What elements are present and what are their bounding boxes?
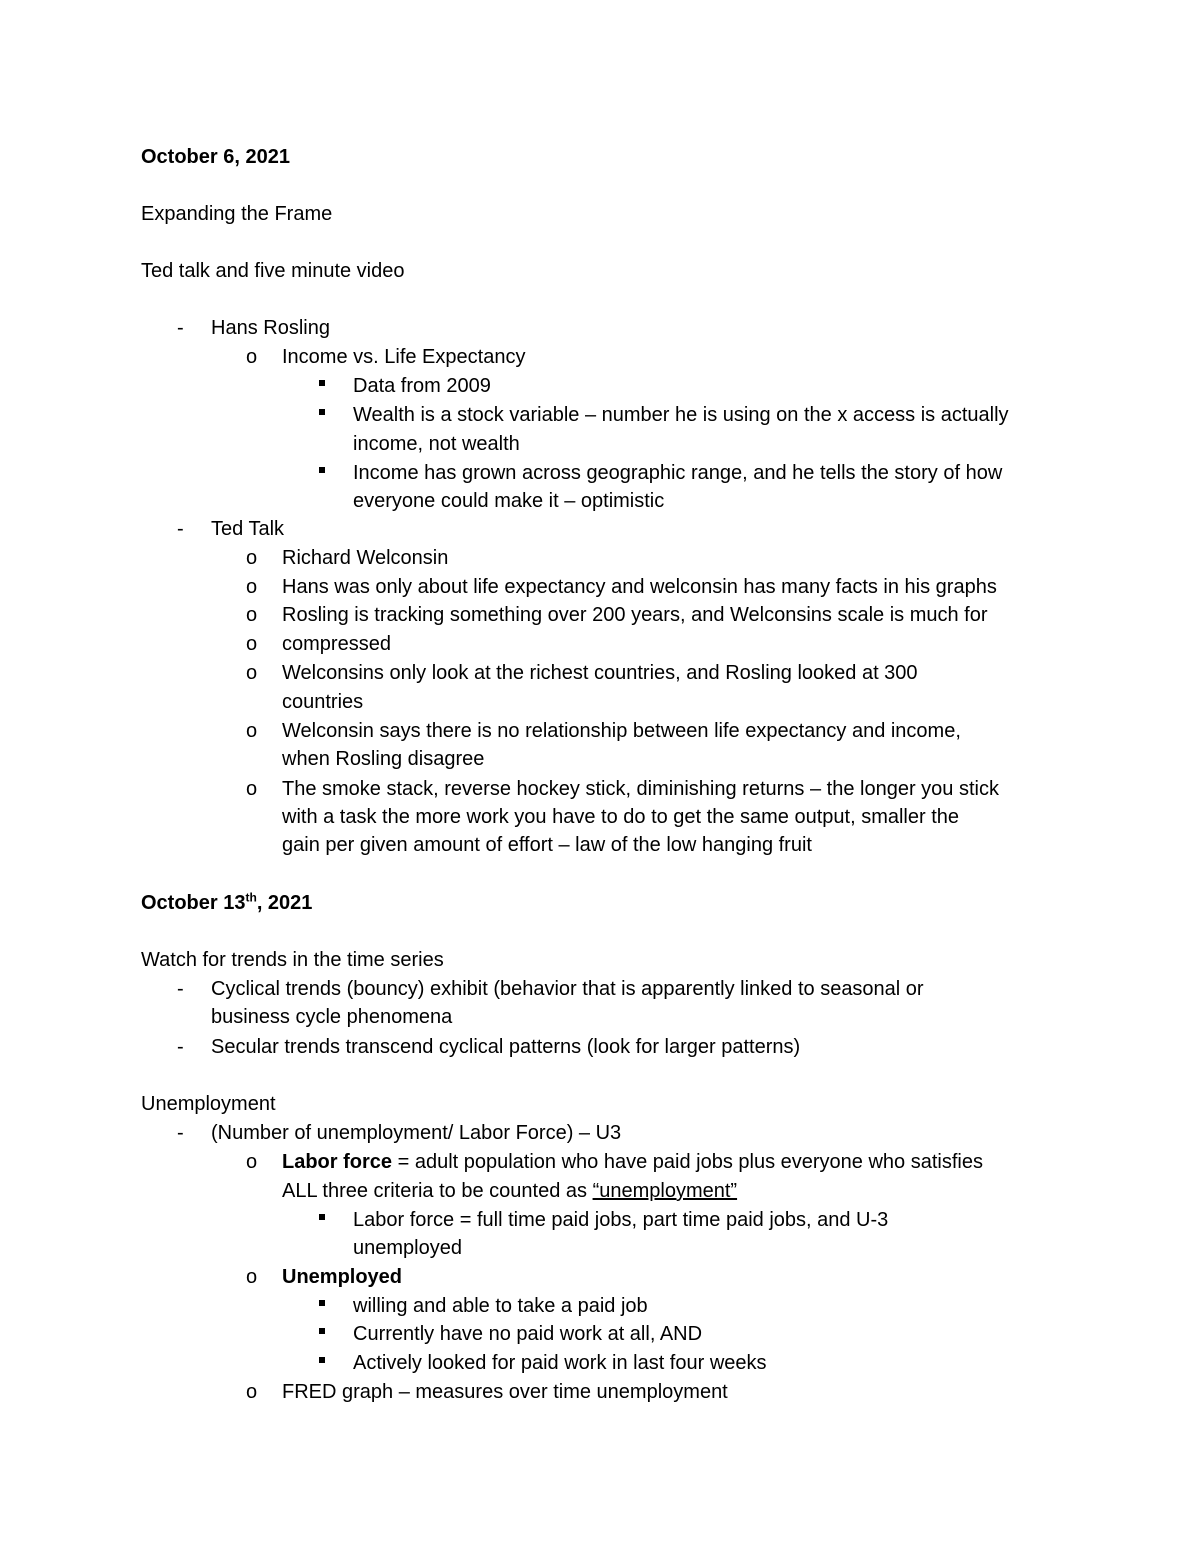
list-item-continuation: unemployed <box>353 1237 462 1259</box>
dash-bullet: - <box>177 978 184 1000</box>
circle-bullet: o <box>246 1266 258 1288</box>
list-item-continuation: gain per given amount of effort – law of the low hanging fruit <box>282 834 812 856</box>
list-item-continuation: everyone could make it – optimistic <box>353 490 665 512</box>
section-intro: Watch for trends in the time series <box>141 949 444 971</box>
list-item-continuation: business cycle phenomena <box>211 1006 453 1028</box>
list-item: Data from 2009 <box>353 375 491 397</box>
dash-bullet: - <box>177 317 184 339</box>
date-heading-oct-13 <box>141 889 312 917</box>
list-item-continuation: with a task the more work you have to do to get the same output, smaller the <box>282 806 960 828</box>
list-item: Richard Welconsin <box>282 547 449 569</box>
circle-bullet: o <box>246 346 258 368</box>
labor-force-definition: = adult population who have paid jobs plus everyone who satisfies <box>392 1151 983 1173</box>
circle-bullet: o <box>246 778 258 800</box>
list-item: Currently have no paid work at all, AND <box>353 1323 703 1345</box>
list-item: Income has grown across geographic range, and he tells the story of how <box>353 462 1003 484</box>
square-bullet-icon <box>319 1214 325 1220</box>
circle-bullet: o <box>246 633 258 655</box>
list-item: FRED graph – measures over time unemployment <box>282 1381 728 1403</box>
square-bullet-icon <box>319 409 325 415</box>
list-item: compressed <box>282 633 391 655</box>
circle-bullet: o <box>246 1381 258 1403</box>
list-item: Secular trends transcend cyclical patterns (look for larger patterns) <box>211 1036 801 1058</box>
date-heading-year: , 2021 <box>256 892 313 914</box>
list-item: Income vs. Life Expectancy <box>282 346 526 368</box>
list-item: Ted Talk <box>211 518 285 540</box>
dash-bullet: - <box>177 518 184 540</box>
date-heading-oct-6: October 6, 2021 <box>141 146 290 168</box>
square-bullet-icon <box>319 380 325 386</box>
section-subheading: Expanding the Frame <box>141 203 333 225</box>
list-item: Labor force = full time paid jobs, part time paid jobs, and U-3 <box>353 1209 889 1231</box>
circle-bullet: o <box>246 576 258 598</box>
list-item <box>282 1148 983 1176</box>
list-item-continuation: income, not wealth <box>353 433 520 455</box>
criteria-text: ALL three criteria to be counted as <box>282 1180 593 1202</box>
term-labor-force: Labor force <box>282 1151 393 1173</box>
list-item: Rosling is tracking something over 200 years, and Welconsins scale is much for <box>282 604 988 626</box>
list-item: Actively looked for paid work in last four weeks <box>353 1352 767 1374</box>
list-item: Welconsin says there is no relationship between life expectancy and income, <box>282 720 961 742</box>
term-unemployed: Unemployed <box>282 1266 403 1288</box>
list-item: Hans was only about life expectancy and welconsin has many facts in his graphs <box>282 576 997 598</box>
square-bullet-icon <box>319 1300 325 1306</box>
list-item: willing and able to take a paid job <box>353 1295 648 1317</box>
circle-bullet: o <box>246 604 258 626</box>
date-heading-superscript: th <box>245 890 257 905</box>
list-item: Welconsins only look at the richest countries, and Rosling looked at 300 <box>282 662 918 684</box>
intro-line: Ted talk and five minute video <box>141 260 405 282</box>
circle-bullet: o <box>246 1151 258 1173</box>
quoted-unemployment: “unemployment” <box>592 1180 738 1202</box>
dash-bullet: - <box>177 1122 184 1144</box>
list-item: Cyclical trends (bouncy) exhibit (behavior that is apparently linked to seasonal or <box>211 978 924 1000</box>
square-bullet-icon <box>319 467 325 473</box>
date-heading-main: October 13 <box>141 892 246 914</box>
list-item-continuation: countries <box>282 691 364 713</box>
circle-bullet: o <box>246 547 258 569</box>
list-item-continuation <box>282 1177 737 1205</box>
list-item-continuation: when Rosling disagree <box>282 748 485 770</box>
square-bullet-icon <box>319 1357 325 1363</box>
circle-bullet: o <box>246 662 258 684</box>
square-bullet-icon <box>319 1328 325 1334</box>
list-item: Hans Rosling <box>211 317 330 339</box>
list-item: (Number of unemployment/ Labor Force) – U3 <box>211 1122 622 1144</box>
circle-bullet: o <box>246 720 258 742</box>
section-subheading: Unemployment <box>141 1093 276 1115</box>
dash-bullet: - <box>177 1036 184 1058</box>
list-item: Wealth is a stock variable – number he is using on the x access is actually <box>353 404 1009 426</box>
list-item: The smoke stack, reverse hockey stick, diminishing returns – the longer you stick <box>282 778 999 800</box>
